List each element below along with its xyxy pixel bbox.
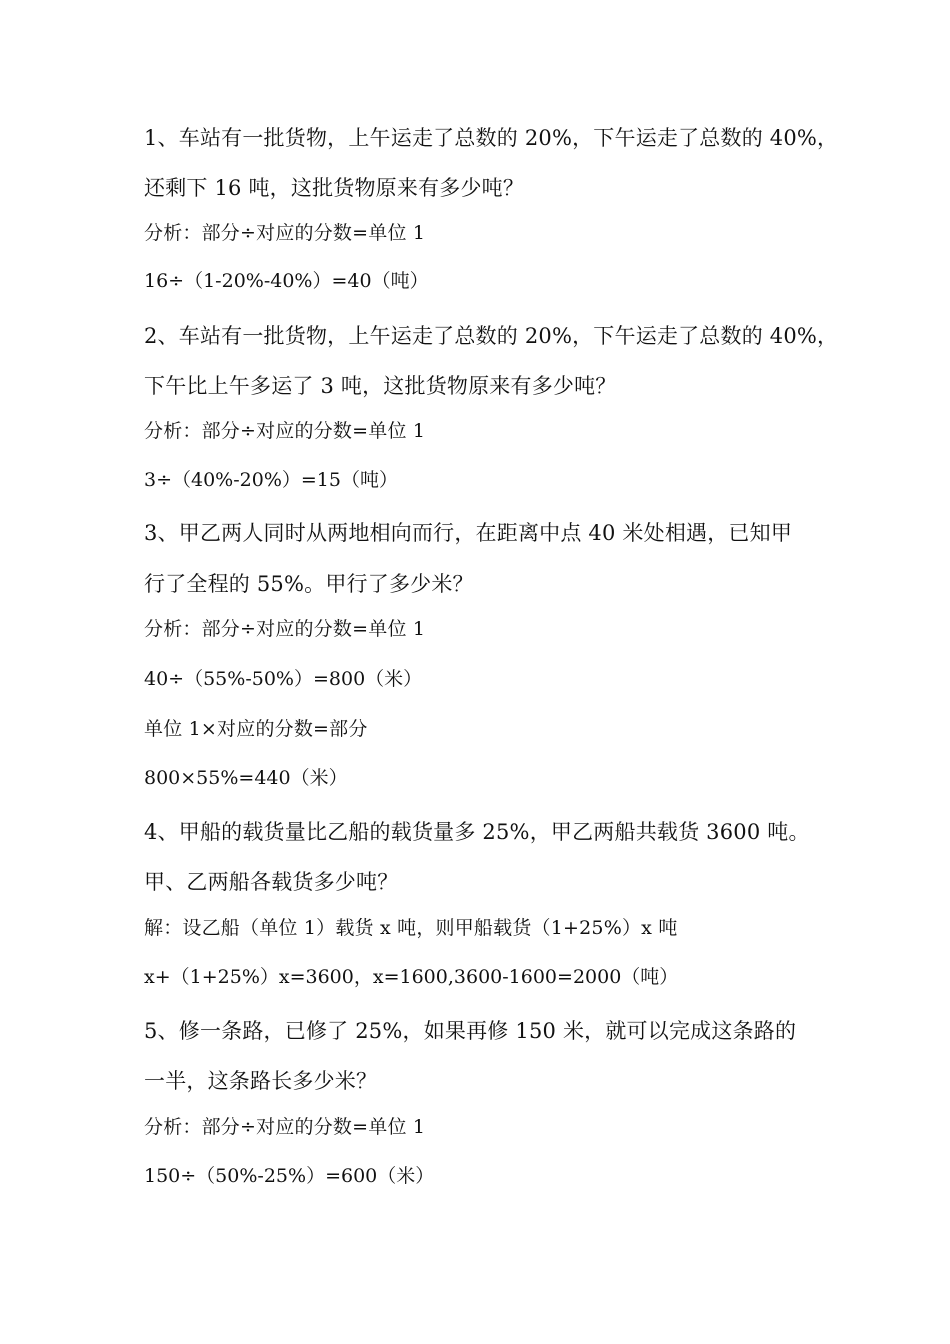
- problem-3-question-line-1: 3、甲乙两人同时从两地相向而行，在距离中点 40 米处相遇，已知甲: [144, 521, 793, 545]
- problem-5-analysis: 分析：部分÷对应的分数=单位 1: [144, 1116, 426, 1138]
- problem-4-question-line-1: 4、甲船的载货量比乙船的载货量多 25%，甲乙两船共载货 3600 吨。: [144, 820, 810, 844]
- problem-2-analysis: 分析：部分÷对应的分数=单位 1: [144, 420, 426, 442]
- problem-3-analysis: 分析：部分÷对应的分数=单位 1: [144, 618, 426, 640]
- problem-1-question-line-1: 1、车站有一批货物，上午运走了总数的 20%，下午运走了总数的 40%，: [144, 126, 839, 150]
- problem-1-question-line-2: 还剩下 16 吨，这批货物原来有多少吨？: [144, 176, 525, 200]
- problem-1-analysis: 分析：部分÷对应的分数=单位 1: [144, 222, 426, 244]
- problem-3-analysis-2: 单位 1×对应的分数=部分: [144, 718, 368, 740]
- problem-3-question-line-2: 行了全程的 55%。甲行了多少米？: [144, 572, 474, 596]
- problem-4-solution: x+（1+25%）x=3600，x=1600,3600-1600=2000（吨）: [144, 966, 679, 988]
- problem-3-solution: 40÷（55%-50%）=800（米）: [144, 668, 423, 690]
- problem-4-setup: 解：设乙船（单位 1）载货 x 吨，则甲船载货（1+25%）x 吨: [144, 917, 678, 939]
- problem-5-question-line-2: 一半，这条路长多少米？: [144, 1069, 378, 1093]
- problem-2-solution: 3÷（40%-20%）=15（吨）: [144, 469, 398, 491]
- problem-5-question-line-1: 5、修一条路，已修了 25%，如果再修 150 米，就可以完成这条路的: [144, 1019, 797, 1043]
- problem-4-question-line-2: 甲、乙两船各载货多少吨？: [144, 870, 399, 894]
- problem-2-question-line-1: 2、车站有一批货物，上午运走了总数的 20%，下午运走了总数的 40%，: [144, 324, 839, 348]
- problem-1-solution: 16÷（1-20%-40%）=40（吨）: [144, 270, 429, 292]
- problem-3-solution-2: 800×55%=440（米）: [144, 767, 348, 789]
- problem-2-question-line-2: 下午比上午多运了 3 吨，这批货物原来有多少吨？: [144, 374, 617, 398]
- problem-5-solution: 150÷（50%-25%）=600（米）: [144, 1165, 435, 1187]
